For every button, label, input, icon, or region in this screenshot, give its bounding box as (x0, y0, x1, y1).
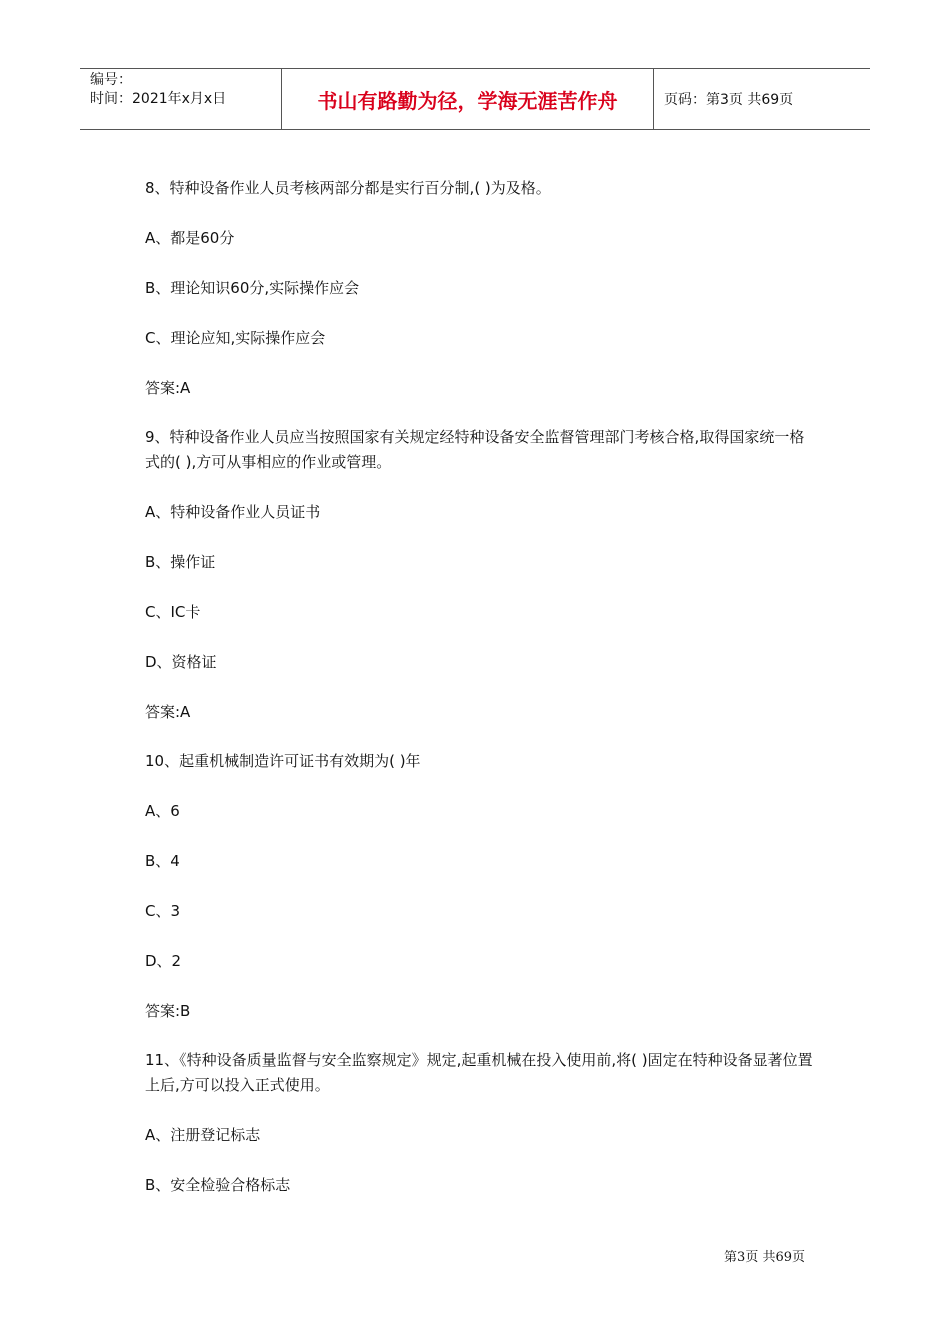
header-meta (80, 69, 282, 129)
question-text: 10、起重机械制造许可证书有效期为( )年 (145, 752, 421, 770)
question-text: 8、特种设备作业人员考核两部分都是实行百分制,( )为及格。 (145, 179, 551, 197)
answer: 答案:B (145, 1002, 191, 1020)
page-footer: 第3页 共69页 (724, 1250, 805, 1265)
option: A、6 (145, 802, 180, 820)
option: D、资格证 (145, 653, 217, 671)
answer: 答案:A (145, 703, 191, 721)
option: C、3 (145, 902, 181, 920)
answer: 答案:A (145, 379, 191, 397)
number-label: 编号： (90, 72, 132, 88)
option: C、理论应知,实际操作应会 (145, 329, 326, 347)
option: B、4 (145, 852, 180, 870)
option: B、理论知识60分,实际操作应会 (145, 279, 360, 297)
option: D、2 (145, 952, 182, 970)
option: A、都是60分 (145, 229, 235, 247)
question-list (145, 176, 815, 1222)
question-text: 11、《特种设备质量监督与安全监察规定》规定,起重机械在投入使用前,将( )固定在特种设备显著位置上后,方可以投入正式使用。 (145, 1051, 813, 1094)
option: A、特种设备作业人员证书 (145, 503, 321, 521)
time-label: 时间：2021年x月x日 (90, 91, 227, 107)
option: B、操作证 (145, 553, 216, 571)
option: B、安全检验合格标志 (145, 1176, 291, 1194)
header-page-label: 页码：第3页 共69页 (664, 92, 794, 108)
page-header (80, 68, 870, 130)
option: A、注册登记标志 (145, 1126, 261, 1144)
option: C、IC卡 (145, 603, 201, 621)
question-text: 9、特种设备作业人员应当按照国家有关规定经特种设备安全监督管理部门考核合格,取得国家统一格式的( ),方可从事相应的作业或管理。 (145, 428, 805, 471)
header-motto: 书山有路勤为径，学海无涯苦作舟 (282, 69, 654, 129)
